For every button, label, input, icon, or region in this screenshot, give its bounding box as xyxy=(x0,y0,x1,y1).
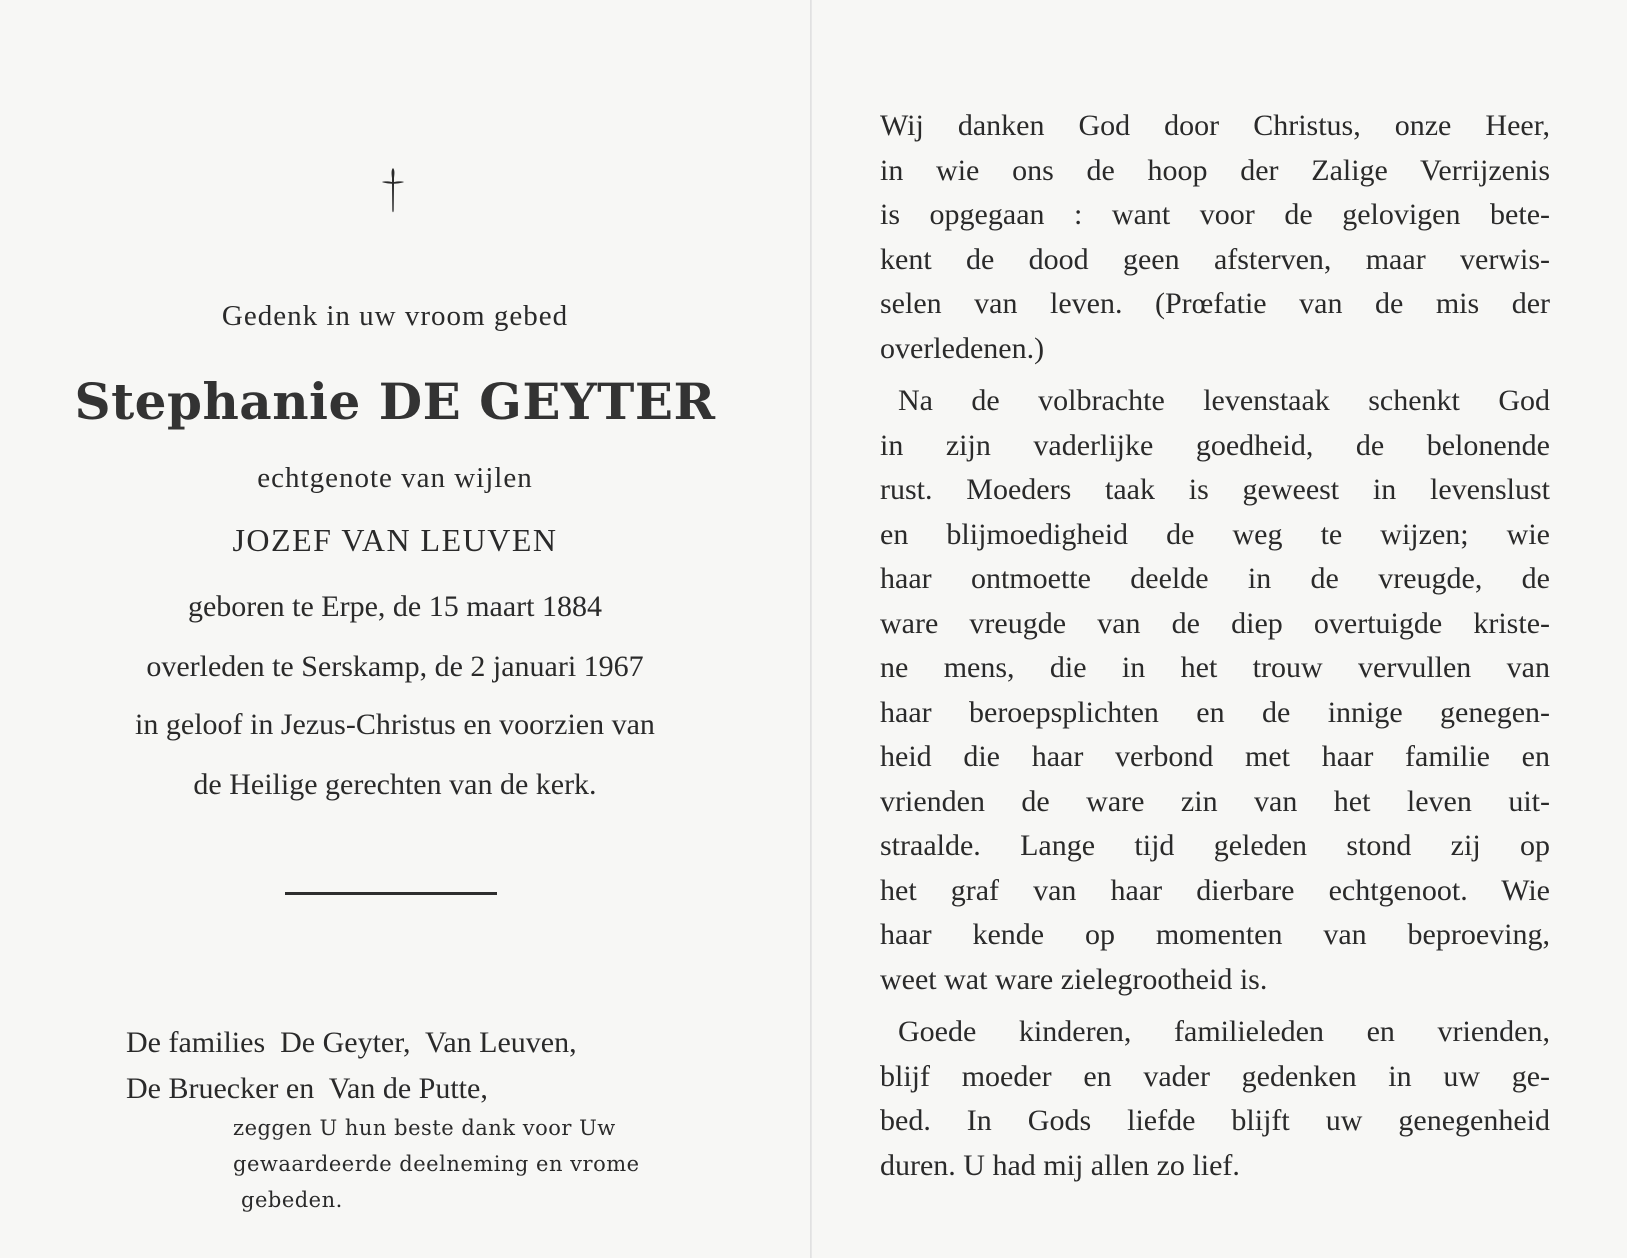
text-line: overledenen.) xyxy=(880,331,1045,365)
text-line: Goede kinderen, familieleden en vrienden, xyxy=(898,1015,1550,1048)
text-line: ne mens, die in het trouw vervullen van xyxy=(880,651,1550,684)
text-line: straalde. Lange tijd geleden stond zij op xyxy=(880,829,1550,862)
thanks-line: zeggen U hun beste dank voor Uw xyxy=(233,1116,616,1140)
text-line: is opgegaan : want voor de gelovigen bete- xyxy=(880,198,1550,231)
text-line: heid die haar verbond met haar familie en xyxy=(880,740,1550,773)
spouse-label: echtgenote van wijlen xyxy=(257,462,533,494)
text-line: bed. In Gods liefde blijft uw genegenheid xyxy=(880,1104,1550,1137)
text-line: rust. Moeders taak is geweest in levenslust xyxy=(880,473,1550,506)
thanks-block xyxy=(233,1110,640,1218)
text-line: haar beroepsplichten en de innige genegen- xyxy=(880,695,1550,729)
text-line: Wij danken God door Christus, onze Heer, xyxy=(880,109,1550,142)
text-line: blijf moeder en vader gedenken in uw ge- xyxy=(880,1059,1550,1093)
text-line: het graf van haar dierbare echtgenoot. Wie xyxy=(880,873,1550,907)
cross-icon xyxy=(378,166,408,216)
text-line: weet wat ware zielegrootheid is. xyxy=(880,962,1268,996)
card-fold xyxy=(810,0,812,1258)
deceased-name: Stephanie DE GEYTER xyxy=(74,372,716,431)
left-panel xyxy=(0,0,790,1258)
text-line: ware vreugde van de diep overtuigde kriste- xyxy=(880,606,1550,640)
birth-info: geboren te Erpe, de 15 maart 1884 xyxy=(187,590,602,623)
intro-text: Gedenk in uw vroom gebed xyxy=(221,300,569,332)
text-line: haar ontmoette deelde in de vreugde, de xyxy=(880,562,1550,595)
text-line: vrienden de ware zin van het leven uit- xyxy=(880,784,1550,818)
faith-line-2: de Heilige gerechten van de kerk. xyxy=(193,768,597,801)
text-line: duren. U had mij allen zo lief. xyxy=(880,1148,1240,1182)
paragraph-preface xyxy=(880,104,1550,371)
text-line: in wie ons de hoop der Zalige Verrijzenis xyxy=(880,153,1550,187)
families-line-1: De families De Geyter, Van Leuven, xyxy=(126,1026,577,1059)
spouse-name: JOZEF VAN LEUVEN xyxy=(232,522,558,558)
text-line: selen van leven. (Prœfatie van de mis der xyxy=(880,287,1550,320)
families-block xyxy=(126,1020,577,1112)
text-line: in zijn vaderlijke goedheid, de belonende xyxy=(880,428,1550,462)
families-line-2: De Bruecker en Van de Putte, xyxy=(126,1072,488,1105)
text-line: kent de dood geen afsterven, maar verwis- xyxy=(880,242,1550,276)
text-line: Na de volbrachte levenstaak schenkt God xyxy=(898,384,1550,417)
death-info: overleden te Serskamp, de 2 januari 1967 xyxy=(146,650,644,683)
faith-line-1: in geloof in Jezus-Christus en voorzien van xyxy=(135,708,655,741)
thanks-line: gebeden. xyxy=(241,1188,343,1212)
paragraph-life xyxy=(880,379,1550,1002)
right-panel xyxy=(880,104,1550,1196)
thanks-line: gewaardeerde deelneming en vrome xyxy=(233,1152,640,1176)
text-line: haar kende op momenten van beproeving, xyxy=(880,918,1550,951)
paragraph-closing xyxy=(880,1010,1550,1188)
text-line: en blijmoedigheid de weg te wijzen; wie xyxy=(880,517,1550,551)
divider xyxy=(285,892,497,895)
